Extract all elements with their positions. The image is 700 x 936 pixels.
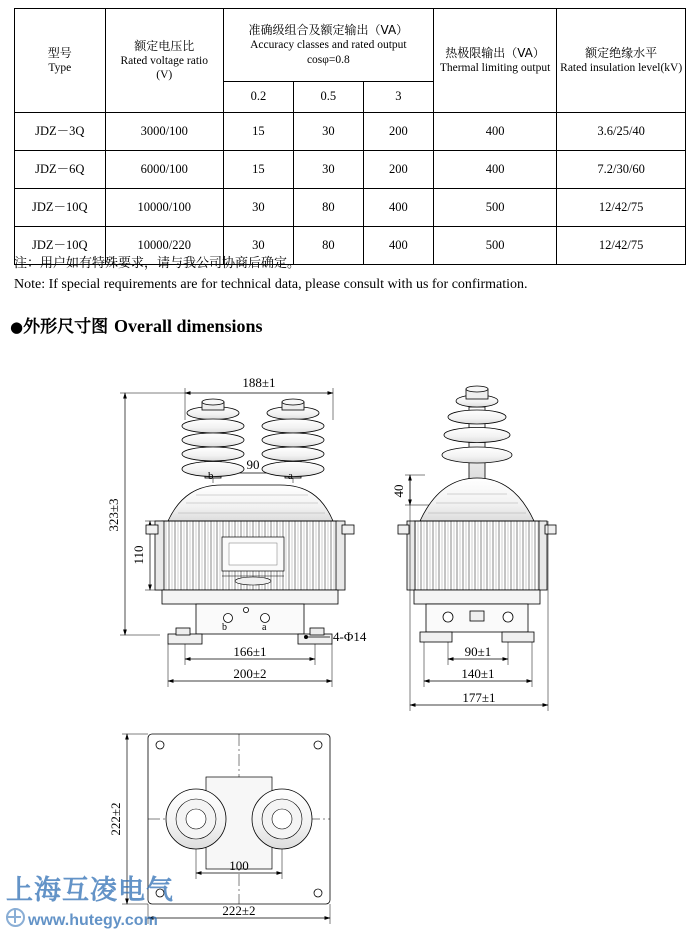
- cell-accuracy-3: 200: [363, 151, 433, 189]
- side-base: [414, 590, 540, 642]
- cell-voltage: 10000/100: [105, 189, 223, 227]
- front-body: [155, 521, 345, 590]
- overall-dimensions-drawing: [0, 345, 700, 936]
- watermark-company: 上海互凌电气: [6, 875, 174, 906]
- table-row: [15, 113, 686, 151]
- header-accuracy-02: 0.2: [223, 82, 293, 113]
- cell-voltage: 6000/100: [105, 151, 223, 189]
- cell-insulation: 3.6/25/40: [557, 113, 686, 151]
- header-type-en: Type: [48, 61, 72, 74]
- svg-text:40: 40: [391, 484, 406, 498]
- header-accuracy-cn: 准确级组合及额定输出（VA）: [248, 23, 409, 38]
- watermark-url: www.hutegy.com: [28, 912, 158, 929]
- section-title-cn: 外形尺寸图: [23, 317, 109, 337]
- header-voltage-cn: 额定电压比: [134, 38, 195, 53]
- dim-top-width: [148, 903, 330, 924]
- cell-thermal: 500: [433, 227, 556, 265]
- front-label-a: a: [288, 470, 293, 482]
- side-body: [398, 521, 556, 590]
- front-base: [162, 590, 338, 644]
- header-insulation: [557, 9, 686, 113]
- cell-accuracy-05: 30: [293, 151, 363, 189]
- cell-type: JDZ－10Q: [15, 227, 106, 265]
- header-type-cn: 型号: [47, 45, 72, 60]
- cell-accuracy-02: 30: [223, 227, 293, 265]
- svg-text:188±1: 188±1: [242, 375, 276, 390]
- table-row: [15, 151, 686, 189]
- cell-thermal: 400: [433, 113, 556, 151]
- svg-text:90±1: 90±1: [464, 644, 492, 659]
- dim-side-base-inner: [448, 642, 508, 665]
- svg-text:200±2: 200±2: [233, 666, 267, 681]
- svg-text:90: 90: [246, 457, 260, 472]
- header-accuracy-05: 0.5: [293, 82, 363, 113]
- front-label-b: b: [208, 470, 214, 482]
- cell-accuracy-05: 30: [293, 113, 363, 151]
- svg-text:222±2: 222±2: [108, 802, 123, 836]
- svg-text:323±3: 323±3: [106, 498, 121, 532]
- cell-accuracy-02: 15: [223, 151, 293, 189]
- header-thermal-cn: 热极限输出（VA）: [445, 45, 545, 60]
- bullet-icon: ●: [10, 318, 24, 336]
- svg-text:100: 100: [229, 858, 249, 873]
- header-accuracy-en: Accuracy classes and rated output: [250, 39, 407, 52]
- table-row: [15, 189, 686, 227]
- header-voltage-unit: (V): [156, 69, 173, 81]
- cell-type: JDZ－3Q: [15, 113, 106, 151]
- header-accuracy-cos: cosφ=0.8: [306, 53, 350, 66]
- cell-accuracy-05: 80: [293, 189, 363, 227]
- front-bushing-right: [262, 399, 324, 478]
- cell-insulation: 7.2/30/60: [557, 151, 686, 189]
- front-bushing-left: [182, 399, 244, 478]
- dim-front-base-inner: [185, 644, 315, 665]
- cell-voltage: 10000/220: [105, 227, 223, 265]
- dim-top-height: [108, 734, 148, 904]
- top-view: [148, 734, 330, 904]
- cell-thermal: 500: [433, 189, 556, 227]
- cell-accuracy-3: 400: [363, 189, 433, 227]
- cell-accuracy-02: 15: [223, 113, 293, 151]
- cell-type: JDZ－6Q: [15, 151, 106, 189]
- svg-text:222±2: 222±2: [222, 903, 256, 918]
- header-accuracy-3: 3: [363, 82, 433, 113]
- front-body-hood: [168, 485, 333, 521]
- header-thermal: [433, 9, 556, 113]
- side-bushing: [442, 386, 512, 479]
- header-type: [15, 9, 106, 113]
- cell-accuracy-05: 80: [293, 227, 363, 265]
- note-chinese: 注：用户如有特殊要求，请与我公司协商后确定。: [14, 256, 301, 271]
- cell-voltage: 3000/100: [105, 113, 223, 151]
- table-header-row: [15, 9, 686, 82]
- note-english: Note: If special requirements are for technical data, please consult with us for confirmation.: [14, 277, 528, 292]
- header-insulation-en: Rated insulation level(kV): [560, 61, 683, 74]
- svg-text:140±1: 140±1: [461, 666, 495, 681]
- svg-text:177±1: 177±1: [462, 690, 496, 705]
- cell-type: JDZ－10Q: [15, 189, 106, 227]
- cell-accuracy-02: 30: [223, 189, 293, 227]
- svg-text:4-Φ14: 4-Φ14: [333, 629, 367, 644]
- header-accuracy: [223, 9, 433, 82]
- svg-text:110: 110: [131, 545, 146, 565]
- header-insulation-cn: 额定绝缘水平: [585, 45, 658, 60]
- section-title: [10, 312, 263, 337]
- specification-table: [14, 8, 686, 265]
- svg-text:166±1: 166±1: [233, 644, 267, 659]
- header-voltage: [105, 9, 223, 113]
- terminal-label-a: a: [262, 622, 267, 633]
- side-body-hood: [420, 478, 534, 521]
- terminal-label-b: b: [222, 622, 227, 633]
- cell-insulation: 12/42/75: [557, 227, 686, 265]
- cell-accuracy-3: 400: [363, 227, 433, 265]
- section-title-en: Overall dimensions: [114, 316, 263, 336]
- cell-accuracy-3: 200: [363, 113, 433, 151]
- header-thermal-en: Thermal limiting output: [439, 61, 551, 74]
- cell-insulation: 12/42/75: [557, 189, 686, 227]
- cell-thermal: 400: [433, 151, 556, 189]
- header-voltage-en: Rated voltage ratio: [120, 54, 208, 67]
